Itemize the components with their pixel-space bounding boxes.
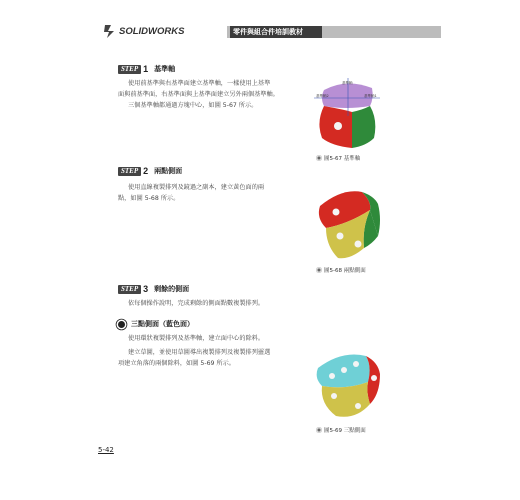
die-pip xyxy=(329,373,335,379)
subsection-title: 三點側面（藍色面） xyxy=(131,320,194,328)
die-pip xyxy=(331,393,337,399)
text-line: 建立草圖，並使用草圖導出複製排列及複製排列靈選 xyxy=(128,349,271,356)
die-pip xyxy=(337,233,344,240)
die-pip xyxy=(371,375,377,381)
page-number: 5-42 xyxy=(98,446,114,454)
step3-heading xyxy=(118,284,189,294)
die-pip xyxy=(353,361,359,367)
step-badge: STEP xyxy=(118,167,141,176)
bullet-icon xyxy=(118,321,125,328)
figure-icon xyxy=(316,427,322,433)
step-title: 兩點側面 xyxy=(154,167,183,175)
step-number: 1 xyxy=(143,64,149,74)
axis-label: 基準軸1 xyxy=(364,94,377,98)
step-number: 3 xyxy=(143,284,149,294)
axis-label: 基準軸2 xyxy=(316,94,329,98)
die-pip xyxy=(355,403,361,409)
caption-text: 圖5-67 基準軸 xyxy=(324,156,361,162)
die-pip xyxy=(334,122,342,130)
step2-heading xyxy=(118,166,182,176)
brand-name: SOLIDWORKS xyxy=(119,25,185,37)
axis-label: 基準軸 xyxy=(342,81,353,85)
text-line: 使用直線複製排列及鏡過之副本，建立黃色面的兩 xyxy=(128,184,265,191)
text-line: 使用前基準與右基準面建立基準軸，一樣使用上基準 xyxy=(128,80,271,87)
die-front-face xyxy=(322,382,370,417)
die-pip xyxy=(341,367,347,373)
step1-paragraph xyxy=(118,78,318,111)
step-badge: STEP xyxy=(118,285,141,294)
step-number: 2 xyxy=(143,166,149,176)
subsection-line: 使用環狀複製排列及基準軸，建立面中心的除料。 xyxy=(128,335,265,342)
step-title: 剩餘的側面 xyxy=(154,285,190,293)
step2-paragraph xyxy=(118,182,318,204)
step3-paragraph-2 xyxy=(118,347,318,369)
figure-caption xyxy=(316,266,366,274)
text-line: 三個基準軸都通過方塊中心，如圖 5-67 所示。 xyxy=(128,102,258,109)
caption-text: 圖5-68 兩點側面 xyxy=(324,268,366,274)
text-line: 面與前基準面，右基準面與上基準面建立另外兩個基準軸。 xyxy=(118,91,279,98)
text-line: 項建立角落的兩個除料，如圖 5-69 所示。 xyxy=(118,360,235,367)
figure-5-68-die xyxy=(312,184,384,262)
ds-logo-icon xyxy=(103,23,117,39)
caption-text: 圖5-69 三點側面 xyxy=(324,428,366,434)
subsection-heading xyxy=(118,319,194,329)
figure-5-67-die xyxy=(312,76,384,152)
figure-caption xyxy=(316,426,366,434)
die-pip xyxy=(355,241,362,248)
book-title: 零件與組合件培訓教材 xyxy=(230,26,322,38)
die-right-face xyxy=(352,106,375,148)
text-line: 點，如圖 5-68 所示。 xyxy=(118,195,180,202)
step-badge: STEP xyxy=(118,65,141,74)
figure-icon xyxy=(316,155,322,161)
brand-logo xyxy=(103,22,229,40)
step-title: 基準軸 xyxy=(154,65,176,73)
die-pip xyxy=(333,209,340,216)
step1-heading xyxy=(118,64,175,74)
figure-caption xyxy=(316,154,360,162)
step3-paragraph: 依每個操作說明，完成剩餘的側面點數複製排列。 xyxy=(128,300,265,307)
figure-5-69-die xyxy=(312,342,384,422)
figure-icon xyxy=(316,267,322,273)
